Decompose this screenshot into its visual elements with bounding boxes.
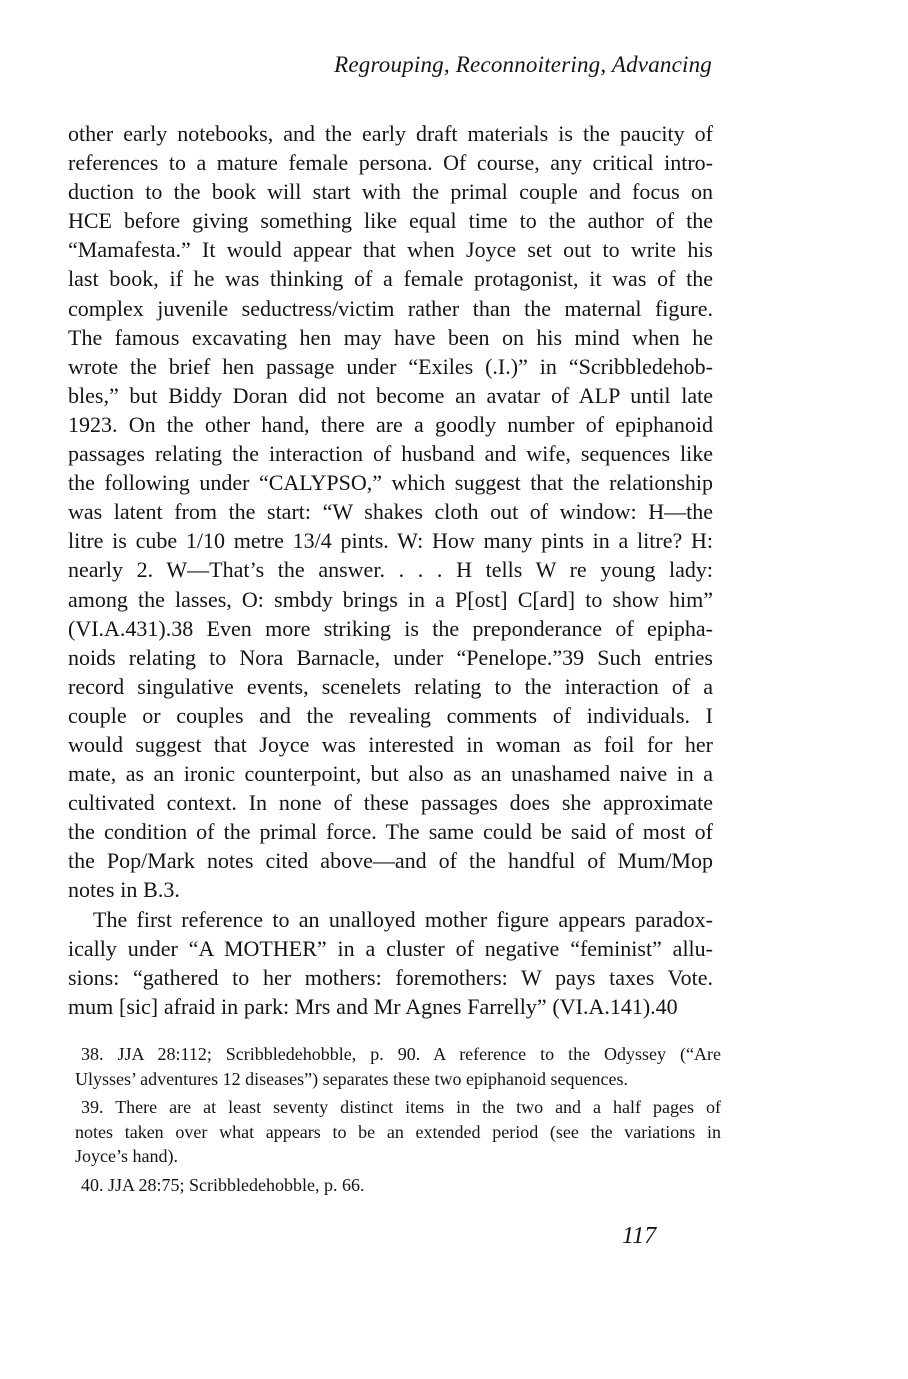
text-line: the condition of the primal force. The same could be said of most of (68, 819, 713, 845)
text-line: cultivated context. In none of these passages does she approximate (68, 790, 713, 816)
running-head: Regrouping, Reconnoitering, Advancing (334, 52, 712, 77)
text-line: bles,” but Biddy Doran did not become an avatar of ALP until late (68, 382, 713, 408)
footnote-39 (75, 1095, 721, 1169)
text-line: wrote the brief hen passage under “Exiles (.I.)” in “Scribbledehob- (68, 353, 713, 379)
footnote-line (75, 1042, 721, 1067)
text-line: sions: “gathered to her mothers: foremothers: W pays taxes Vote. (68, 964, 713, 990)
text-line: 1923. On the other hand, there are a goodly number of epiphanoid (68, 411, 713, 437)
text-line: noids relating to Nora Barnacle, under “Penelope.”39 Such entries (68, 644, 713, 670)
footnote-40 (75, 1173, 721, 1198)
text-line: record singulative events, scenelets relating to the interaction of a (68, 673, 713, 699)
main-text (68, 119, 713, 1021)
text-line: would suggest that Joyce was interested in woman as foil for her (68, 731, 713, 757)
footnote-text: There are at least seventy distinct items in the two and a half pages of (115, 1097, 722, 1117)
footnote-line: notes taken over what appears to be an extended period (see the variations in (75, 1121, 721, 1142)
text-line: The first reference to an unalloyed mother figure appears paradox- (93, 906, 713, 932)
text-line: (VI.A.431).38 Even more striking is the preponderance of epipha- (68, 615, 713, 641)
text-line: mate, as an ironic counterpoint, but also as an unashamed naive in a (68, 761, 713, 787)
text-line: duction to the book will start with the primal couple and focus on (68, 179, 713, 205)
text-line: notes in B.3. (68, 877, 180, 903)
footnote-line: Ulysses’ adventures 12 diseases”) separates these two epiphanoid sequences. (75, 1068, 628, 1089)
text-line: the Pop/Mark notes cited above—and of the handful of Mum/Mop (68, 848, 713, 874)
footnote-number: 39. (81, 1097, 104, 1117)
text-line: nearly 2. W—That’s the answer. . . . H tells W re young lady: (68, 557, 713, 583)
footnote-text: JJA 28:112; Scribbledehobble, p. 90. A reference to the Odyssey (“Are (117, 1044, 721, 1064)
text-line: the following under “CALYPSO,” which suggest that the relationship (68, 470, 713, 496)
text-line: The famous excavating hen may have been on his mind when he (68, 324, 713, 350)
text-line: ically under “A MOTHER” in a cluster of negative “feminist” allu- (68, 935, 713, 961)
text-line: among the lasses, O: smbdy brings in a P[ost] C[ard] to show him” (68, 586, 713, 612)
text-line: passages relating the interaction of husband and wife, sequences like (68, 441, 713, 467)
footnote-number: 38. (81, 1044, 104, 1064)
text-line: references to a mature female persona. Of course, any critical intro- (68, 150, 713, 176)
text-line: other early notebooks, and the early draft materials is the paucity of (68, 121, 713, 146)
footnote-line (75, 1095, 721, 1120)
page-number: 117 (622, 1223, 657, 1249)
footnote-text: JJA 28:75; Scribbledehobble, p. 66. (108, 1174, 365, 1195)
footnote-38 (75, 1042, 721, 1091)
footnote-line: Joyce’s hand). (75, 1146, 178, 1166)
text-line: mum [sic] afraid in park: Mrs and Mr Agnes Farrelly” (VI.A.141).40 (68, 993, 678, 1019)
text-line: couple or couples and the revealing comments of individuals. I (68, 702, 713, 728)
text-line: litre is cube 1/10 metre 13/4 pints. W: How many pints in a litre? H: (68, 528, 713, 554)
footnotes (75, 1042, 721, 1201)
paragraph-2 (68, 905, 713, 1021)
footnote-number: 40. (81, 1174, 104, 1195)
text-line: HCE before giving something like equal time to the author of the (68, 208, 713, 234)
paragraph-1 (68, 119, 713, 905)
text-line: “Mamafesta.” It would appear that when Joyce set out to write his (68, 237, 713, 263)
text-line: complex juvenile seductress/victim rather than the maternal figure. (68, 295, 713, 321)
text-line: was latent from the start: “W shakes cloth out of window: H—the (68, 499, 713, 525)
text-line: last book, if he was thinking of a female protagonist, it was of the (68, 266, 713, 292)
footnote-line (75, 1173, 721, 1198)
